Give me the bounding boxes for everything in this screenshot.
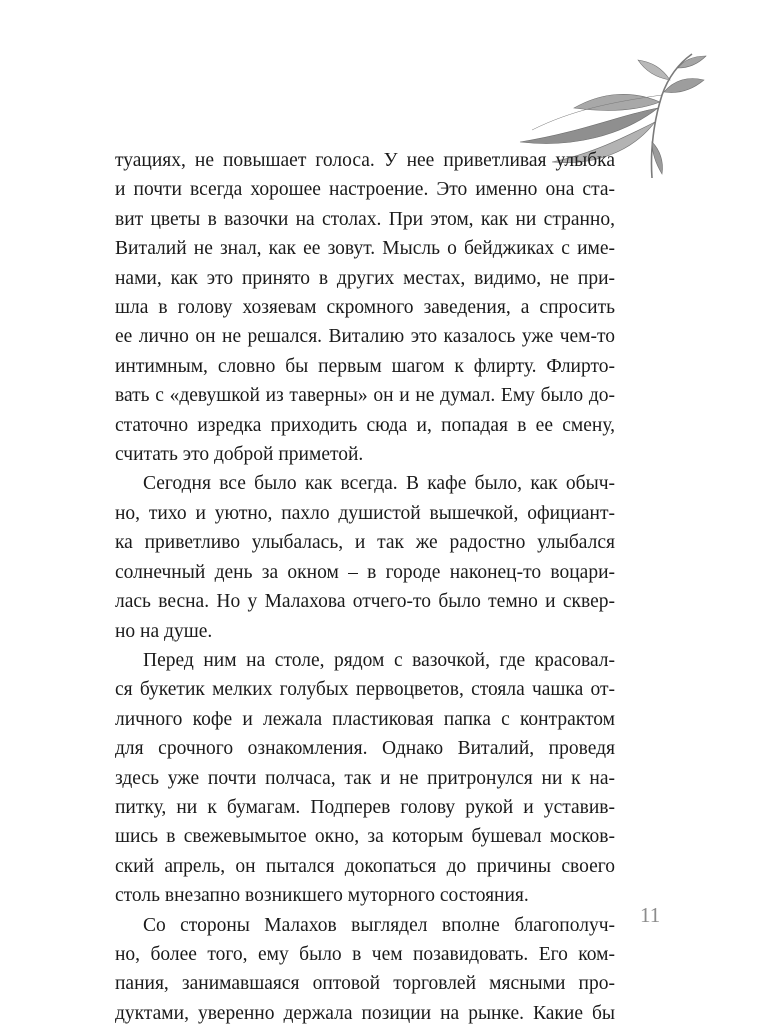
text-line: туациях, не повышает голоса. У нее приветливая улыбка	[115, 150, 615, 171]
paragraph	[115, 646, 615, 911]
paragraph	[115, 469, 615, 645]
text-line: интимным, словно бы первым шагом к флирту. Флирто-	[115, 355, 615, 377]
text-line: Со стороны Малахов выглядел вполне благополуч-	[143, 914, 615, 936]
text-line: шла в голову хозяевам скромного заведения, а спросить	[115, 297, 615, 319]
text-line: пания, занимавшаяся оптовой торговлей мясными про-	[115, 973, 615, 995]
text-line: вать с «девушкой из таверны» он и не думал. Ему было до-	[115, 385, 615, 407]
text-line: дуктами, уверенно держала позиции на рынке. Какие бы	[115, 1002, 615, 1024]
paragraph	[115, 146, 615, 469]
text-line: но на душе.	[115, 620, 213, 642]
text-line: шись в свежевымытое окно, за которым бушевал москов-	[115, 826, 615, 848]
paragraph	[115, 911, 615, 1029]
text-line: Сегодня все было как всегда. В кафе было, как обыч-	[143, 473, 615, 495]
text-line: питку, ни к бумагам. Подперев голову рукой и уставив-	[115, 796, 615, 818]
page-number: 11	[640, 903, 661, 927]
text-line: статочно изредка приходить сюда и, попадая в ее смену,	[115, 414, 615, 436]
text-line: вит цветы в вазочки на столах. При этом, как ни странно,	[115, 208, 615, 230]
text-line: но, более того, ему было в чем позавидовать. Его ком-	[115, 943, 615, 965]
body-text	[115, 146, 615, 1028]
text-line: столь внезапно возникшего муторного состояния.	[115, 885, 529, 907]
text-line: нами, как это принято в других местах, видимо, не при-	[115, 267, 615, 289]
text-line: но, тихо и уютно, пахло душистой вышечкой, официант-	[115, 502, 615, 524]
text-line: Виталий не знал, как ее зовут. Мысль о бейджиках с име-	[115, 238, 615, 260]
text-line: для срочного ознакомления. Однако Виталий, проведя	[115, 738, 615, 760]
text-line: Перед ним на столе, рядом с вазочкой, где красовал-	[143, 649, 615, 671]
text-line: личного кофе и лежала пластиковая папка с контрактом	[115, 708, 615, 730]
text-line: солнечный день за окном – в городе наконец-то воцари-	[115, 561, 615, 583]
text-line: считать это доброй приметой.	[115, 444, 364, 466]
text-line: здесь уже почти полчаса, так и не притронулся ни к на-	[115, 767, 615, 789]
text-line: ее лично он не решался. Виталию это казалось уже чем-то	[115, 326, 615, 348]
text-line: ский апрель, он пытался докопаться до причины своего	[115, 855, 615, 877]
text-line: ся букетик мелких голубых первоцветов, стояла чашка от-	[115, 679, 615, 701]
text-line: и почти всегда хорошее настроение. Это именно она ста-	[115, 179, 615, 201]
text-line: ка приветливо улыбалась, и так же радостно улыбался	[115, 532, 615, 554]
text-line: лась весна. Но у Малахова отчего-то было темно и сквер-	[115, 591, 615, 613]
